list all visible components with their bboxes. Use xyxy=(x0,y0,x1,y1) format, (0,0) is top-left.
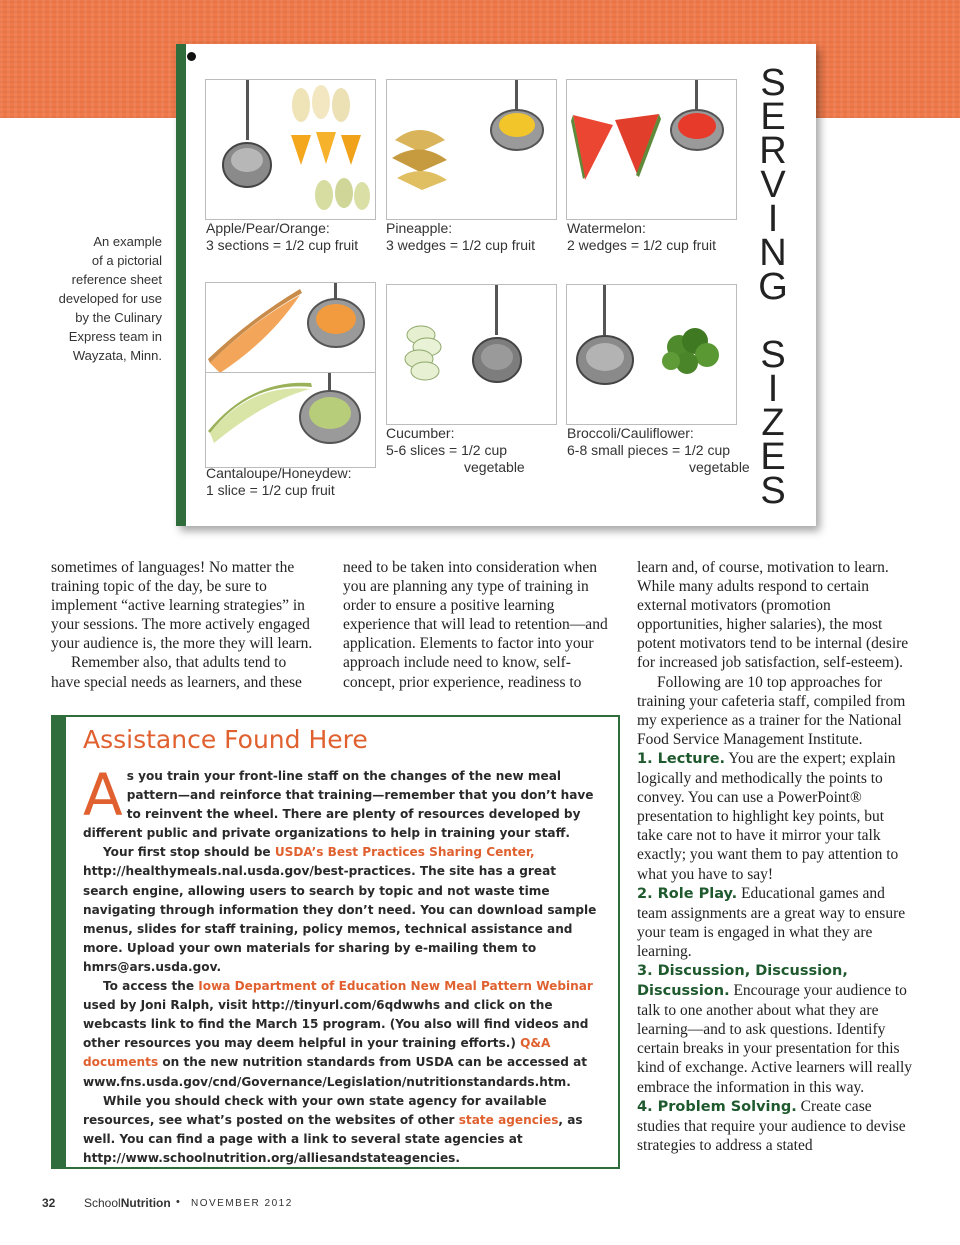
approach-item-3 xyxy=(637,961,913,1097)
title-letter: Z xyxy=(761,402,785,444)
sidebar-paragraph-4 xyxy=(83,1092,601,1168)
caption-line: of a pictorial xyxy=(91,253,162,268)
approach-2-heading: 2. Role Play. xyxy=(637,885,738,902)
state-agencies-link[interactable]: state agencies xyxy=(458,1112,559,1127)
iowa-webinar-link[interactable]: Iowa Department of Education New Meal Pattern Webinar xyxy=(198,979,593,994)
approach-4-text: Create case studies that require your audience to devise strategies to address a stated xyxy=(637,1097,906,1154)
sidebar-paragraph-1 xyxy=(83,761,601,843)
sidebar-paragraph-2 xyxy=(83,843,601,977)
label-watermelon-line1: Watermelon: xyxy=(567,220,646,236)
photo-cucumber xyxy=(386,284,557,425)
photo-pineapple xyxy=(386,79,557,220)
label-broccoli-line3: vegetable xyxy=(689,459,750,475)
approach-3-heading: 3. Discussion, Discussion, Discussion. xyxy=(637,962,848,1000)
label-pineapple-line2: 3 wedges = 1/2 cup fruit xyxy=(386,237,536,253)
pineapple-illustration xyxy=(387,80,556,219)
approach-item-2 xyxy=(637,884,913,961)
photo-cantaloupe xyxy=(205,282,376,374)
title-letter: S xyxy=(760,470,786,512)
approach-1-text: You are the expert; explain logically and methodically the points to convey. You can use a PowerPoint® presentation to highlight key points, but take care not to have it mirror your talk exactly; you want them to pay attention to what you have to say! xyxy=(637,749,899,883)
approach-2-text: Educational games and team assignments are a great way to ensure your team is engaged in what they are learning. xyxy=(637,884,906,960)
title-letter: E xyxy=(760,436,786,478)
title-letter: S xyxy=(760,62,786,104)
col3-paragraph-2: Following are 10 top approaches for training your cafeteria staff, compiled from my experience as a trainer for the National Food Service Management Institute. xyxy=(637,673,906,748)
sidebar-title: Assistance Found Here xyxy=(83,725,368,754)
sidebar-body xyxy=(83,761,601,1168)
page-number: 32 xyxy=(42,1196,56,1210)
sidebar-p3-a: To access the xyxy=(103,979,199,994)
cantaloupe-illustration xyxy=(206,283,375,373)
sidebar-p3-b: used by Joni Ralph, visit http://tinyurl.com/6qdwwhs and click on the webcasts link to find the March 15 program. (You also will find videos and other resources you may deem helpful in your training efforts.) xyxy=(83,998,589,1051)
photo-watermelon xyxy=(566,79,737,220)
label-cantaloupe-line2: 1 slice = 1/2 cup fruit xyxy=(206,482,335,498)
approach-3-text: Encourage your audience to talk to one another about what they are learning—and to ask questions. Identify certain breaks in your presentation for this kind of exchange. Active learners will really embrace the information in this way. xyxy=(637,982,913,1096)
label-cucumber-line1: Cucumber: xyxy=(386,425,455,441)
approach-item-4 xyxy=(637,1097,913,1155)
usda-best-practices-link[interactable]: USDA’s Best Practices Sharing Center, xyxy=(274,845,535,860)
honeydew-illustration xyxy=(206,373,375,467)
title-letter: N xyxy=(759,232,787,274)
qa-documents-link[interactable]: Q&A documents xyxy=(83,1036,551,1070)
caption-line: by the Culinary xyxy=(75,310,162,325)
issue-date: NOVEMBER 2012 xyxy=(191,1198,293,1209)
caption-line: developed for use xyxy=(58,291,162,306)
title-letter: V xyxy=(760,164,786,206)
magazine-name-a: School xyxy=(84,1196,121,1210)
approach-item-1 xyxy=(637,749,913,884)
photo-broccoli xyxy=(566,284,737,425)
magazine-name xyxy=(84,1196,171,1210)
drop-cap: A xyxy=(83,761,123,829)
col1-paragraph-1: sometimes of languages! No matter the training topic of the day, be sure to implement “active learning strategies” in your sessions. The more actively engaged your audience is, the more they will learn. xyxy=(51,559,313,653)
title-letter: G xyxy=(758,266,788,308)
label-cantaloupe-line1: Cantaloupe/Honeydew: xyxy=(206,465,352,481)
label-watermelon-line2: 2 wedges = 1/2 cup fruit xyxy=(567,237,717,253)
caption-line: reference sheet xyxy=(71,272,162,287)
assistance-sidebar xyxy=(51,715,620,1169)
title-letter: I xyxy=(767,198,779,240)
approach-1-heading: 1. Lecture. xyxy=(637,750,726,767)
column-2 xyxy=(343,558,617,692)
col2-paragraph-1: need to be taken into consideration when you are planning any type of training in order to ensure a positive learning experience that will lead to retention—and application. Elements to factor into your approach include need to know, self-concept, prior experience, readiness to xyxy=(343,559,608,691)
cucumber-illustration xyxy=(387,285,556,424)
caption-line: An example xyxy=(93,234,162,249)
title-letter: S xyxy=(760,334,786,376)
sidebar-paragraph-3 xyxy=(83,977,601,1092)
caption-line: Express team in xyxy=(68,329,162,344)
folio-bullet: • xyxy=(176,1196,180,1208)
sheet-dot xyxy=(187,52,196,61)
watermelon-illustration xyxy=(567,80,736,219)
serving-sizes-title xyxy=(758,62,788,512)
sidebar-green-bar xyxy=(53,717,66,1167)
label-cucumber-line3: vegetable xyxy=(464,459,525,475)
label-broccoli-line2: 6-8 small pieces = 1/2 cup xyxy=(567,442,731,458)
label-apple-line1: Apple/Pear/Orange: xyxy=(206,220,330,236)
label-pineapple-line1: Pineapple: xyxy=(386,220,453,236)
magazine-name-b: Nutrition xyxy=(120,1196,171,1210)
label-apple-line2: 3 sections = 1/2 cup fruit xyxy=(206,237,359,253)
broccoli-illustration xyxy=(567,285,736,424)
sidebar-p2-a: Your first stop should be xyxy=(103,845,275,860)
sidebar-p4-b: , as well. You can find a page with a link to several state agencies at http://www.schoolnutrition.org/alliesandstateagencies. xyxy=(83,1112,583,1165)
photo-apple-pear-orange xyxy=(205,79,376,220)
title-letter: I xyxy=(767,368,779,410)
sidebar-p3-c: on the new nutrition standards from USDA can be accessed at www.fns.usda.gov/cnd/Governance/Legislation/nutritionstandards.htm. xyxy=(83,1055,588,1089)
col3-paragraph-1: learn and, of course, motivation to learn. While many adults respond to certain external motivators (promotion opportunities, higher salaries), the most potent motivators tend to be internal (desire for increased job satisfaction, self-esteem). xyxy=(637,559,909,672)
photo-caption xyxy=(44,232,162,365)
sidebar-p2-b: http://healthymeals.nal.usda.gov/best-practices. The site has a great search engine, allowing users to search by topic and not waste time navigating through information they don’t need. You can download sample menus, slides for staff training, policy memos, technical assistance and more. Upload your own materials for sharing by e-mailing them to hmrs@ars.usda.gov. xyxy=(83,864,597,974)
approach-4-heading: 4. Problem Solving. xyxy=(637,1098,797,1115)
label-broccoli-line1: Broccoli/Cauliflower: xyxy=(567,425,694,441)
title-gap xyxy=(758,304,788,338)
photo-honeydew xyxy=(205,372,376,468)
sheet-green-bar xyxy=(176,44,186,526)
caption-line: Wayzata, Minn. xyxy=(72,348,162,363)
column-3 xyxy=(637,558,913,1155)
column-1 xyxy=(51,558,317,692)
title-letter: R xyxy=(759,130,787,172)
sidebar-p4-a: While you should check with your own state agency for available resources, see what’s posted on the websites of other xyxy=(83,1093,547,1127)
apple-pear-orange-illustration xyxy=(206,80,375,219)
label-cucumber-line2: 5-6 slices = 1/2 cup xyxy=(386,442,508,458)
col1-paragraph-2: Remember also, that adults tend to have special needs as learners, and these xyxy=(51,654,302,691)
title-letter: E xyxy=(760,96,786,138)
sidebar-p1-text: s you train your front-line staff on the changes of the new meal pattern—and reinforce that training—remember that you don’t have to reinvent the wheel. There are plenty of resources developed by different public and private organizations to help in training your staff. xyxy=(83,769,594,841)
